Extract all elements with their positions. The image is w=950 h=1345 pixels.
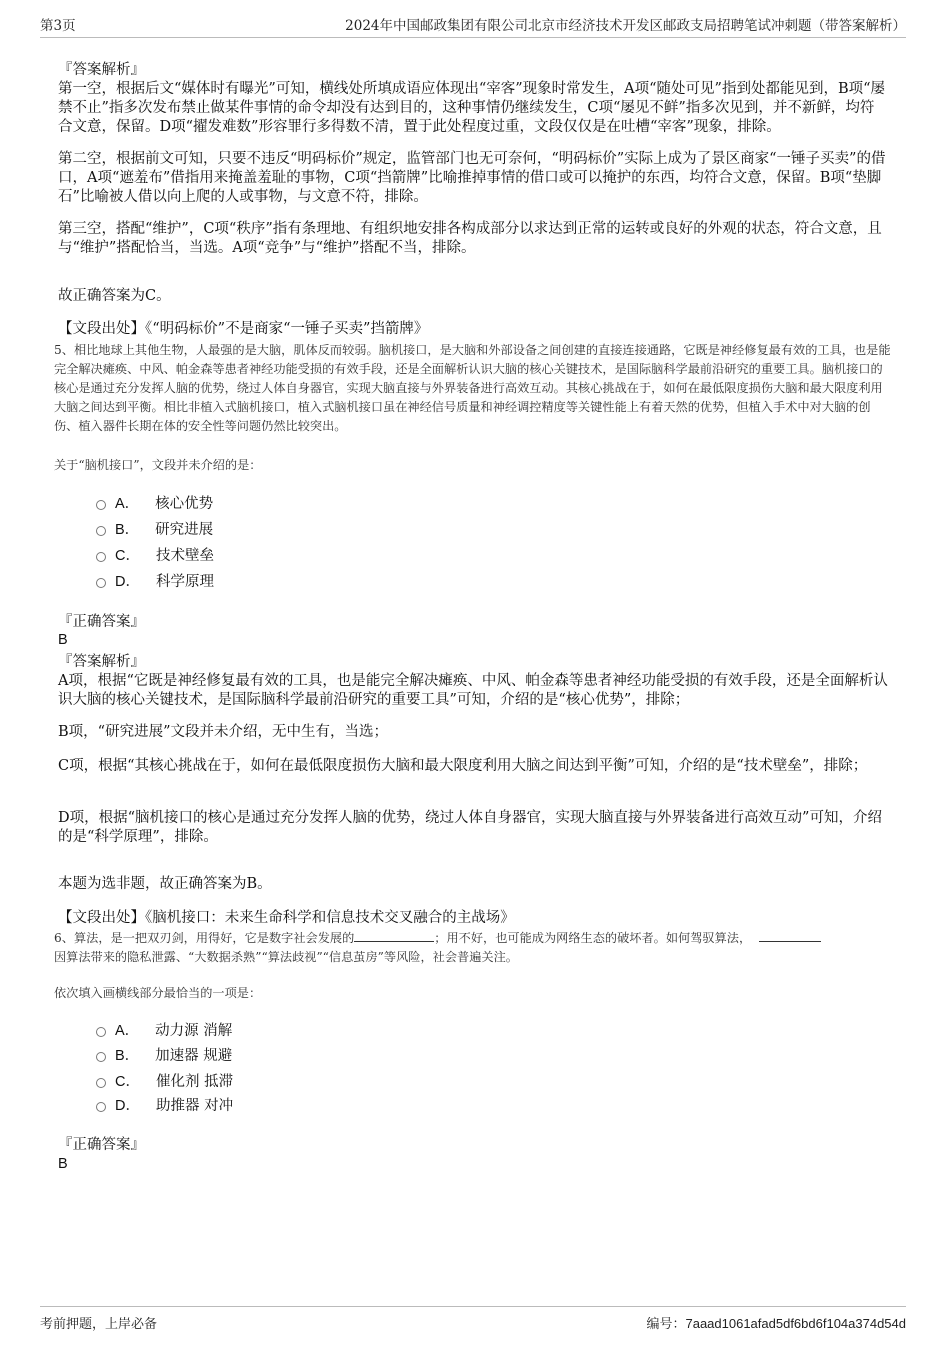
q6-correct-label: 『正确答案』 bbox=[58, 1136, 145, 1153]
radio-icon[interactable] bbox=[96, 1078, 106, 1088]
q5-analysis-label: 『答案解析』 bbox=[58, 653, 145, 670]
q5-correct-label: 『正确答案』 bbox=[58, 613, 145, 630]
q5-option-c[interactable]: C． 技术壁垒 bbox=[96, 544, 214, 565]
page-header bbox=[40, 14, 906, 38]
q5-option-a[interactable]: A． 核心优势 bbox=[96, 492, 213, 513]
prev-answer-conclusion: 故正确答案为C。 bbox=[58, 287, 171, 304]
q5-passage: 5、相比地球上其他生物，人最强的是大脑，肌体反而较弱。脑机接口，是大脑和外部设备之间创建的直接连接通路，它既是神经修复最有效的工具，也是能完全解决瘫痪、中风、帕金森等患者神经功能受损的有效手段，还是全面解析认识大脑的核心关键技术，是国际脑科学最前沿研究的重要工具。脑机接口的核心是通过充分发挥人脑的优势，绕过人体自身器官，实现大脑直接与外界装备进行高效互动。其核心挑战在于，如何在最低限度损伤大脑和最大限度利用大脑之间达到平衡。相比非植入式脑机接口，植入式脑机接口虽在神经信号质量和神经调控精度等关键性能上有着天然的优势，但植入手术中对大脑的创伤、植入器件长期在体的安全性等问题仍然比较突出。 bbox=[54, 343, 891, 433]
q6-prompt: 依次填入画横线部分最恰当的一项是： bbox=[54, 986, 262, 1000]
q6-option-b[interactable]: B． 加速器 规避 bbox=[96, 1044, 232, 1065]
prev-analysis-paragraph-2: 第二空，根据前文可知，只要不违反“明码标价”规定，监管部门也无可奈何，“明码标价”实际上成为了景区商家“一锤子买卖”的借口，A项“遮羞布”借指用来掩盖羞耻的事物，C项“挡箭牌”比喻推掉事情的借口或可以掩护的东西，均符合文意，保留。B项“垫脚石”比喻被人借以向上爬的人或事物，与文意不符，排除。 bbox=[58, 151, 886, 205]
radio-icon[interactable] bbox=[96, 1027, 106, 1037]
q6-stem: 6、算法，是一把双刃剑，用得好，它是数字社会发展的 ；用不好，也可能成为网络生态的破坏者。如何驾驭算法， 因算法带来的隐私泄露、“大数据杀熟”“算法歧视”“信息茧房”等风险，社会普遍关注。 bbox=[54, 929, 894, 967]
q5-analysis-d: D项，根据“脑机接口的核心是通过充分发挥人脑的优势，绕过人体自身器官，实现大脑直接与外界装备进行高效互动”可知，介绍的是“科学原理”，排除。 bbox=[58, 810, 882, 845]
radio-icon[interactable] bbox=[96, 1102, 106, 1112]
prev-analysis-paragraph-1: 第一空，根据后文“媒体时有曝光”可知，横线处所填成语应体现出“宰客”现象时常发生，A项“随处可见”指到处都能见到，B项“屡禁不止”指多次发布禁止做某件事情的命令却没有达到目的，这种事情仍继续发生，C项“屡见不鲜”指多次见到，并不新鲜，均符合文意，保留。D项“擢发难数”形容罪行多得数不清，置于此处程度过重，文段仅仅是在吐槽“宰客”现象，排除。 bbox=[58, 81, 886, 135]
q5-analysis-c: C项，根据“其核心挑战在于，如何在最低限度损伤大脑和最大限度利用大脑之间达到平衡”可知，介绍的是“技术壁垒”，排除； bbox=[58, 758, 868, 774]
prev-source: 【文段出处】《“明码标价”不是商家“一锤子买卖”挡箭牌》 bbox=[58, 320, 429, 337]
q5-source: 【文段出处】《脑机接口：未来生命科学和信息技术交叉融合的主战场》 bbox=[58, 909, 515, 926]
q5-option-b[interactable]: B． 研究进展 bbox=[96, 518, 213, 539]
q5-conclusion: 本题为选非题，故正确答案为B。 bbox=[58, 875, 272, 892]
document-title: 2024年中国邮政集团有限公司北京市经济技术开发区邮政支局招聘笔试冲刺题（带答案解析） bbox=[345, 18, 906, 34]
q6-option-c[interactable]: C． 催化剂 抵滞 bbox=[96, 1070, 233, 1091]
q6-blank-2 bbox=[759, 929, 821, 942]
radio-icon[interactable] bbox=[96, 500, 106, 510]
q5-option-d[interactable]: D． 科学原理 bbox=[96, 570, 214, 591]
radio-icon[interactable] bbox=[96, 552, 106, 562]
q6-option-d[interactable]: D． 助推器 对冲 bbox=[96, 1094, 233, 1115]
footer-slogan: 考前押题，上岸必备 bbox=[40, 1317, 158, 1332]
document-id: 编号：7aaad1061afad5df6bd6f104a374d54d bbox=[646, 1316, 906, 1332]
prev-analysis-paragraph-3: 第三空，搭配“维护”，C项“秩序”指有条理地、有组织地安排各构成部分以求达到正常的运转或良好的外观的状态，符合文意，且与“维护”搭配恰当，当选。A项“竞争”与“维护”搭配不当，排除。 bbox=[58, 221, 882, 256]
q6-blank-1 bbox=[354, 929, 434, 942]
q5-analysis-a: A项，根据“它既是神经修复最有效的工具，也是能完全解决瘫痪、中风、帕金森等患者神经功能受损的有效手段，还是全面解析认识大脑的核心关键技术，是国际脑科学最前沿研究的重要工具”可知，介绍的是“核心优势”，排除； bbox=[58, 673, 888, 708]
q6-option-a[interactable]: A． 动力源 消解 bbox=[96, 1019, 232, 1040]
page-footer bbox=[40, 1306, 906, 1332]
q6-correct-value: B bbox=[58, 1155, 68, 1172]
radio-icon[interactable] bbox=[96, 1052, 106, 1062]
prev-analysis-label: 『答案解析』 bbox=[58, 61, 145, 78]
page-number: 第3页 bbox=[40, 18, 76, 34]
q5-correct-value: B bbox=[58, 631, 68, 648]
radio-icon[interactable] bbox=[96, 578, 106, 588]
q5-prompt: 关于“脑机接口”，文段并未介绍的是： bbox=[54, 458, 262, 472]
q5-analysis-b: B项，“研究进展”文段并未介绍，无中生有，当选； bbox=[58, 724, 388, 740]
radio-icon[interactable] bbox=[96, 526, 106, 536]
document-id-value: 7aaad1061afad5df6bd6f104a374d54d bbox=[685, 1316, 906, 1331]
